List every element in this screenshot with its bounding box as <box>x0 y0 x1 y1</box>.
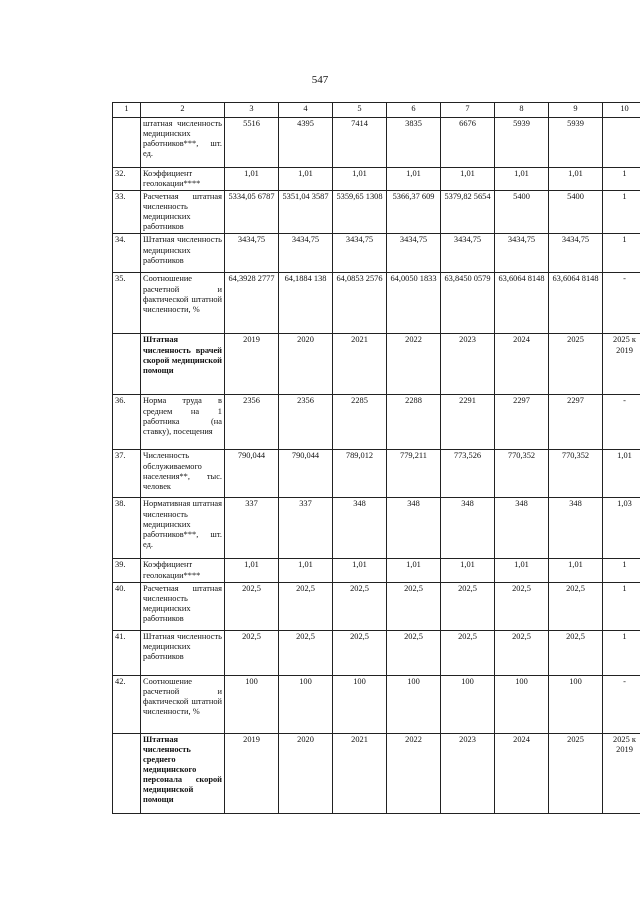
header-cell: 9 <box>549 103 603 118</box>
year-value-cell: 3434,75 <box>441 234 495 273</box>
year-value-cell: 1,01 <box>225 559 279 582</box>
year-value-cell: 1,01 <box>495 559 549 582</box>
year-value-cell: 202,5 <box>279 582 333 630</box>
row-number: 39. <box>113 559 141 582</box>
year-value-cell: 5400 <box>549 191 603 234</box>
year-value-cell: 100 <box>495 675 549 733</box>
indicator-name: Норма труда в среднем на 1 работника (на ставку), посещения <box>141 395 225 450</box>
year-value-cell: 1,01 <box>279 168 333 191</box>
year-value-cell: 3434,75 <box>549 234 603 273</box>
year-value-cell: 202,5 <box>495 630 549 675</box>
row-number: 42. <box>113 675 141 733</box>
table-row <box>113 168 640 191</box>
table-row <box>113 334 640 395</box>
year-value-cell: 202,5 <box>387 630 441 675</box>
table-row <box>113 559 640 582</box>
year-value-cell: 2025 <box>549 334 603 395</box>
indicator-name: Соотношение расчетной и фактической штатной численности, % <box>141 675 225 733</box>
year-value-cell: 100 <box>549 675 603 733</box>
year-value-cell: 5366,37 609 <box>387 191 441 234</box>
row-number: 37. <box>113 450 141 498</box>
year-value-cell: 1,01 <box>333 559 387 582</box>
indicator-name: Нормативная штатная численность медицинских работников***, шт. ед. <box>141 498 225 559</box>
year-value-cell: 2291 <box>441 395 495 450</box>
header-cell: 5 <box>333 103 387 118</box>
year-value-cell: 100 <box>441 675 495 733</box>
ratio-cell: 1,01 <box>603 450 640 498</box>
ratio-cell <box>603 118 640 168</box>
indicator-name: Штатная численность медицинских работников <box>141 234 225 273</box>
ratio-cell: 1 <box>603 191 640 234</box>
year-value-cell: 3835 <box>387 118 441 168</box>
indicator-name: Штатная численность врачей скорой медицинской помощи <box>141 334 225 395</box>
header-cell: 6 <box>387 103 441 118</box>
header-cell: 7 <box>441 103 495 118</box>
ratio-cell: 1 <box>603 559 640 582</box>
year-value-cell: 4395 <box>279 118 333 168</box>
year-value-cell: 2356 <box>225 395 279 450</box>
indicator-name: Штатная численность медицинских работников <box>141 630 225 675</box>
ratio-cell: 1 <box>603 168 640 191</box>
year-value-cell: 63,6064 8148 <box>495 273 549 334</box>
year-value-cell: 2288 <box>387 395 441 450</box>
year-value-cell: 63,8450 0579 <box>441 273 495 334</box>
indicator-name: Соотношение расчетной и фактической штатной численности, % <box>141 273 225 334</box>
year-value-cell: 3434,75 <box>495 234 549 273</box>
year-value-cell: 202,5 <box>441 630 495 675</box>
header-cell: 10 <box>603 103 640 118</box>
indicator-name: Коэффициент геолокации**** <box>141 559 225 582</box>
year-value-cell: 2297 <box>549 395 603 450</box>
year-value-cell: 202,5 <box>549 582 603 630</box>
row-number: 32. <box>113 168 141 191</box>
ratio-cell: 1 <box>603 630 640 675</box>
year-value-cell: 202,5 <box>333 582 387 630</box>
year-value-cell: 348 <box>495 498 549 559</box>
year-value-cell: 773,526 <box>441 450 495 498</box>
year-value-cell: 1,01 <box>225 168 279 191</box>
year-value-cell: 64,0050 1833 <box>387 273 441 334</box>
row-number <box>113 334 141 395</box>
page-number: 547 <box>311 74 329 86</box>
table-row <box>113 450 640 498</box>
row-number <box>113 118 141 168</box>
table-row <box>113 234 640 273</box>
ratio-cell: 1 <box>603 582 640 630</box>
year-value-cell: 3434,75 <box>225 234 279 273</box>
row-number: 35. <box>113 273 141 334</box>
year-value-cell: 789,012 <box>333 450 387 498</box>
year-value-cell: 770,352 <box>549 450 603 498</box>
header-cell: 3 <box>225 103 279 118</box>
year-value-cell: 100 <box>333 675 387 733</box>
header-cell: 8 <box>495 103 549 118</box>
year-value-cell: 1,01 <box>495 168 549 191</box>
indicator-name: штатная численность медицинских работников***, шт. ед. <box>141 118 225 168</box>
table-row <box>113 118 640 168</box>
year-value-cell: 5359,65 1308 <box>333 191 387 234</box>
year-value-cell: 2022 <box>387 334 441 395</box>
year-value-cell: 1,01 <box>333 168 387 191</box>
indicator-name: Расчетная штатная численность медицинских работников <box>141 582 225 630</box>
indicator-name: Численность обслуживаемого населения**, тыс. человек <box>141 450 225 498</box>
year-value-cell: 100 <box>387 675 441 733</box>
ratio-cell: 1,03 <box>603 498 640 559</box>
year-value-cell: 6676 <box>441 118 495 168</box>
year-value-cell: 2020 <box>279 733 333 813</box>
row-number: 34. <box>113 234 141 273</box>
year-value-cell: 770,352 <box>495 450 549 498</box>
year-value-cell: 202,5 <box>333 630 387 675</box>
year-value-cell: 63,6064 8148 <box>549 273 603 334</box>
ratio-cell: 2025 к 2019 <box>603 334 640 395</box>
year-value-cell: 5400 <box>495 191 549 234</box>
year-value-cell: 1,01 <box>441 559 495 582</box>
year-value-cell: 790,044 <box>225 450 279 498</box>
year-value-cell: 348 <box>333 498 387 559</box>
table-row <box>113 630 640 675</box>
year-value-cell: 100 <box>225 675 279 733</box>
ratio-cell: - <box>603 395 640 450</box>
year-value-cell: 2021 <box>333 334 387 395</box>
year-value-cell: 337 <box>225 498 279 559</box>
table-row <box>113 733 640 813</box>
year-value-cell: 1,01 <box>279 559 333 582</box>
year-value-cell: 202,5 <box>225 582 279 630</box>
year-value-cell: 202,5 <box>225 630 279 675</box>
year-value-cell: 3434,75 <box>279 234 333 273</box>
row-number <box>113 733 141 813</box>
table-header-row <box>113 103 640 118</box>
year-value-cell: 7414 <box>333 118 387 168</box>
year-value-cell: 202,5 <box>495 582 549 630</box>
year-value-cell: 5379,82 5654 <box>441 191 495 234</box>
header-cell: 1 <box>113 103 141 118</box>
year-value-cell: 2019 <box>225 733 279 813</box>
year-value-cell: 2020 <box>279 334 333 395</box>
year-value-cell: 348 <box>441 498 495 559</box>
ratio-cell: 1 <box>603 234 640 273</box>
year-value-cell: 202,5 <box>549 630 603 675</box>
year-value-cell: 1,01 <box>387 559 441 582</box>
year-value-cell: 1,01 <box>441 168 495 191</box>
year-value-cell: 3434,75 <box>387 234 441 273</box>
year-value-cell: 2024 <box>495 733 549 813</box>
year-value-cell: 2297 <box>495 395 549 450</box>
year-value-cell: 2023 <box>441 334 495 395</box>
row-number: 36. <box>113 395 141 450</box>
ratio-cell: - <box>603 273 640 334</box>
header-cell: 2 <box>141 103 225 118</box>
year-value-cell: 337 <box>279 498 333 559</box>
year-value-cell: 348 <box>549 498 603 559</box>
year-value-cell: 2024 <box>495 334 549 395</box>
year-value-cell: 2021 <box>333 733 387 813</box>
row-number: 33. <box>113 191 141 234</box>
data-table <box>112 102 640 814</box>
year-value-cell: 202,5 <box>387 582 441 630</box>
year-value-cell: 64,3928 2777 <box>225 273 279 334</box>
row-number: 38. <box>113 498 141 559</box>
year-value-cell: 100 <box>279 675 333 733</box>
year-value-cell: 2022 <box>387 733 441 813</box>
year-value-cell: 202,5 <box>441 582 495 630</box>
table-row <box>113 675 640 733</box>
year-value-cell: 2025 <box>549 733 603 813</box>
indicator-name: Коэффициент геолокации**** <box>141 168 225 191</box>
indicator-name: Расчетная штатная численность медицинских работников <box>141 191 225 234</box>
row-number: 40. <box>113 582 141 630</box>
year-value-cell: 2023 <box>441 733 495 813</box>
year-value-cell: 1,01 <box>387 168 441 191</box>
year-value-cell: 3434,75 <box>333 234 387 273</box>
year-value-cell: 348 <box>387 498 441 559</box>
ratio-cell: - <box>603 675 640 733</box>
year-value-cell: 202,5 <box>279 630 333 675</box>
table-row <box>113 582 640 630</box>
year-value-cell: 64,0853 2576 <box>333 273 387 334</box>
table-row <box>113 395 640 450</box>
year-value-cell: 5939 <box>495 118 549 168</box>
table-row <box>113 191 640 234</box>
table-row <box>113 498 640 559</box>
year-value-cell: 2019 <box>225 334 279 395</box>
indicator-name: Штатная численность среднего медицинского персонала скорой медицинской помощи <box>141 733 225 813</box>
year-value-cell: 790,044 <box>279 450 333 498</box>
table-row <box>113 273 640 334</box>
header-cell: 4 <box>279 103 333 118</box>
year-value-cell: 1,01 <box>549 559 603 582</box>
year-value-cell: 779,211 <box>387 450 441 498</box>
year-value-cell: 5351,04 3587 <box>279 191 333 234</box>
year-value-cell: 5939 <box>549 118 603 168</box>
row-number: 41. <box>113 630 141 675</box>
year-value-cell: 5334,05 6787 <box>225 191 279 234</box>
year-value-cell: 1,01 <box>549 168 603 191</box>
year-value-cell: 2356 <box>279 395 333 450</box>
year-value-cell: 64,1884 138 <box>279 273 333 334</box>
year-value-cell: 2285 <box>333 395 387 450</box>
ratio-cell: 2025 к 2019 <box>603 733 640 813</box>
year-value-cell: 5516 <box>225 118 279 168</box>
